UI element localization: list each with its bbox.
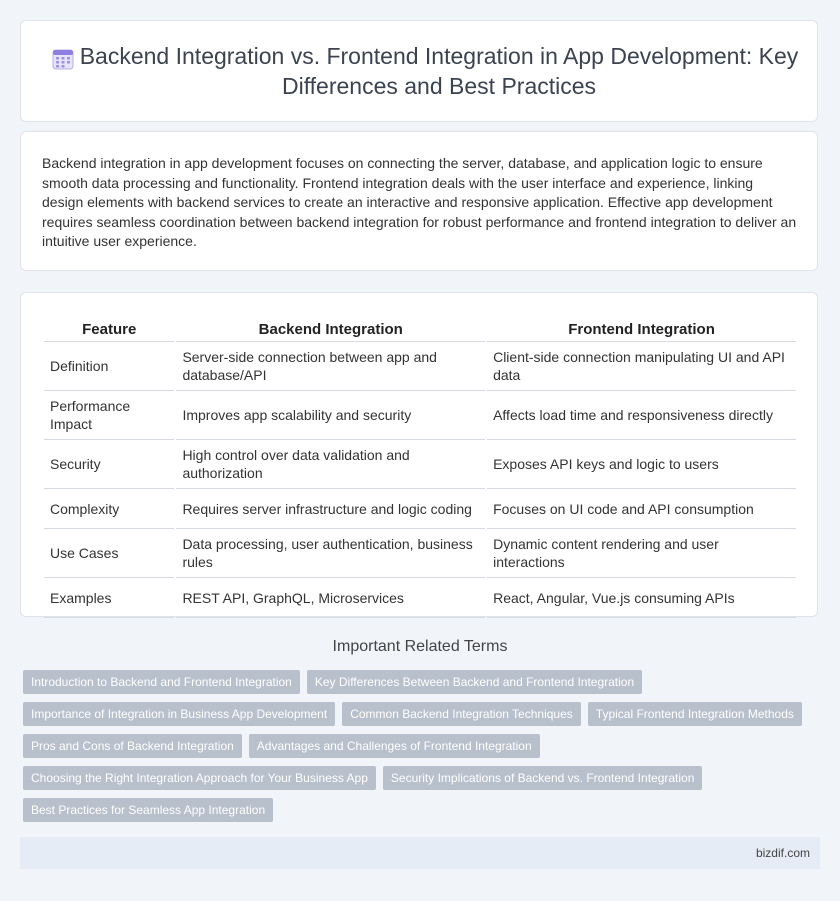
footer — [20, 837, 820, 869]
related-tag[interactable]: Key Differences Between Backend and Frontend Integration — [307, 670, 642, 694]
cell-feature: Complexity — [44, 489, 174, 529]
cell-backend: Improves app scalability and security — [176, 391, 485, 440]
table-header-row — [44, 313, 796, 342]
related-tag[interactable]: Advantages and Challenges of Frontend Integration — [249, 734, 540, 758]
intro-card — [20, 131, 818, 271]
cell-feature: Examples — [44, 578, 174, 618]
cell-frontend: Dynamic content rendering and user interactions — [487, 529, 796, 578]
header-card — [20, 20, 818, 122]
cell-backend: Server-side connection between app and database/API — [176, 342, 485, 391]
page-title: Backend Integration vs. Frontend Integration in App Development: Key Differences and Best Practices — [79, 43, 799, 99]
related-tag[interactable]: Pros and Cons of Backend Integration — [23, 734, 242, 758]
cell-feature: Performance Impact — [44, 391, 174, 440]
cell-frontend: Affects load time and responsiveness directly — [487, 391, 796, 440]
related-tag[interactable]: Importance of Integration in Business App Development — [23, 702, 335, 726]
header-feature: Feature — [44, 313, 174, 342]
related-terms-heading: Important Related Terms — [332, 638, 508, 655]
related-tag[interactable]: Best Practices for Seamless App Integration — [23, 798, 273, 822]
table-row — [44, 578, 796, 618]
related-tag[interactable]: Introduction to Backend and Frontend Integration — [23, 670, 300, 694]
table-row — [44, 342, 796, 391]
related-tag[interactable]: Typical Frontend Integration Methods — [588, 702, 802, 726]
site-link[interactable]: bizdif.com — [755, 846, 810, 860]
cell-feature: Security — [44, 440, 174, 489]
cell-frontend: Client-side connection manipulating UI and API data — [487, 342, 796, 391]
related-tag[interactable]: Security Implications of Backend vs. Frontend Integration — [383, 766, 703, 790]
cell-backend: REST API, GraphQL, Microservices — [176, 578, 485, 618]
table-row — [44, 391, 796, 440]
related-terms-tags — [23, 670, 823, 830]
header-frontend: Frontend Integration — [487, 313, 796, 342]
comparison-table — [42, 313, 798, 618]
table-row — [44, 440, 796, 489]
cell-frontend: Focuses on UI code and API consumption — [487, 489, 796, 529]
cell-feature: Use Cases — [44, 529, 174, 578]
header-backend: Backend Integration — [176, 313, 485, 342]
cell-backend: Data processing, user authentication, business rules — [176, 529, 485, 578]
intro-paragraph: Backend integration in app development focuses on connecting the server, database, and application logic to ensure smooth data processing and functionality. Frontend integration deals with the user interface and experience, linking design elements with backend services to create an interactive and responsive application. Effective app development requires seamless coordination between backend integration for robust performance and frontend integration to deliver an intuitive user experience. — [42, 155, 797, 250]
cell-frontend: Exposes API keys and logic to users — [487, 440, 796, 489]
related-tag[interactable]: Choosing the Right Integration Approach for Your Business App — [23, 766, 376, 790]
cell-backend: High control over data validation and authorization — [176, 440, 485, 489]
table-row — [44, 529, 796, 578]
related-tag[interactable]: Common Backend Integration Techniques — [342, 702, 581, 726]
table-row — [44, 489, 796, 529]
cell-frontend: React, Angular, Vue.js consuming APIs — [487, 578, 796, 618]
cell-backend: Requires server infrastructure and logic coding — [176, 489, 485, 529]
cell-feature: Definition — [44, 342, 174, 391]
comparison-card — [20, 292, 818, 617]
